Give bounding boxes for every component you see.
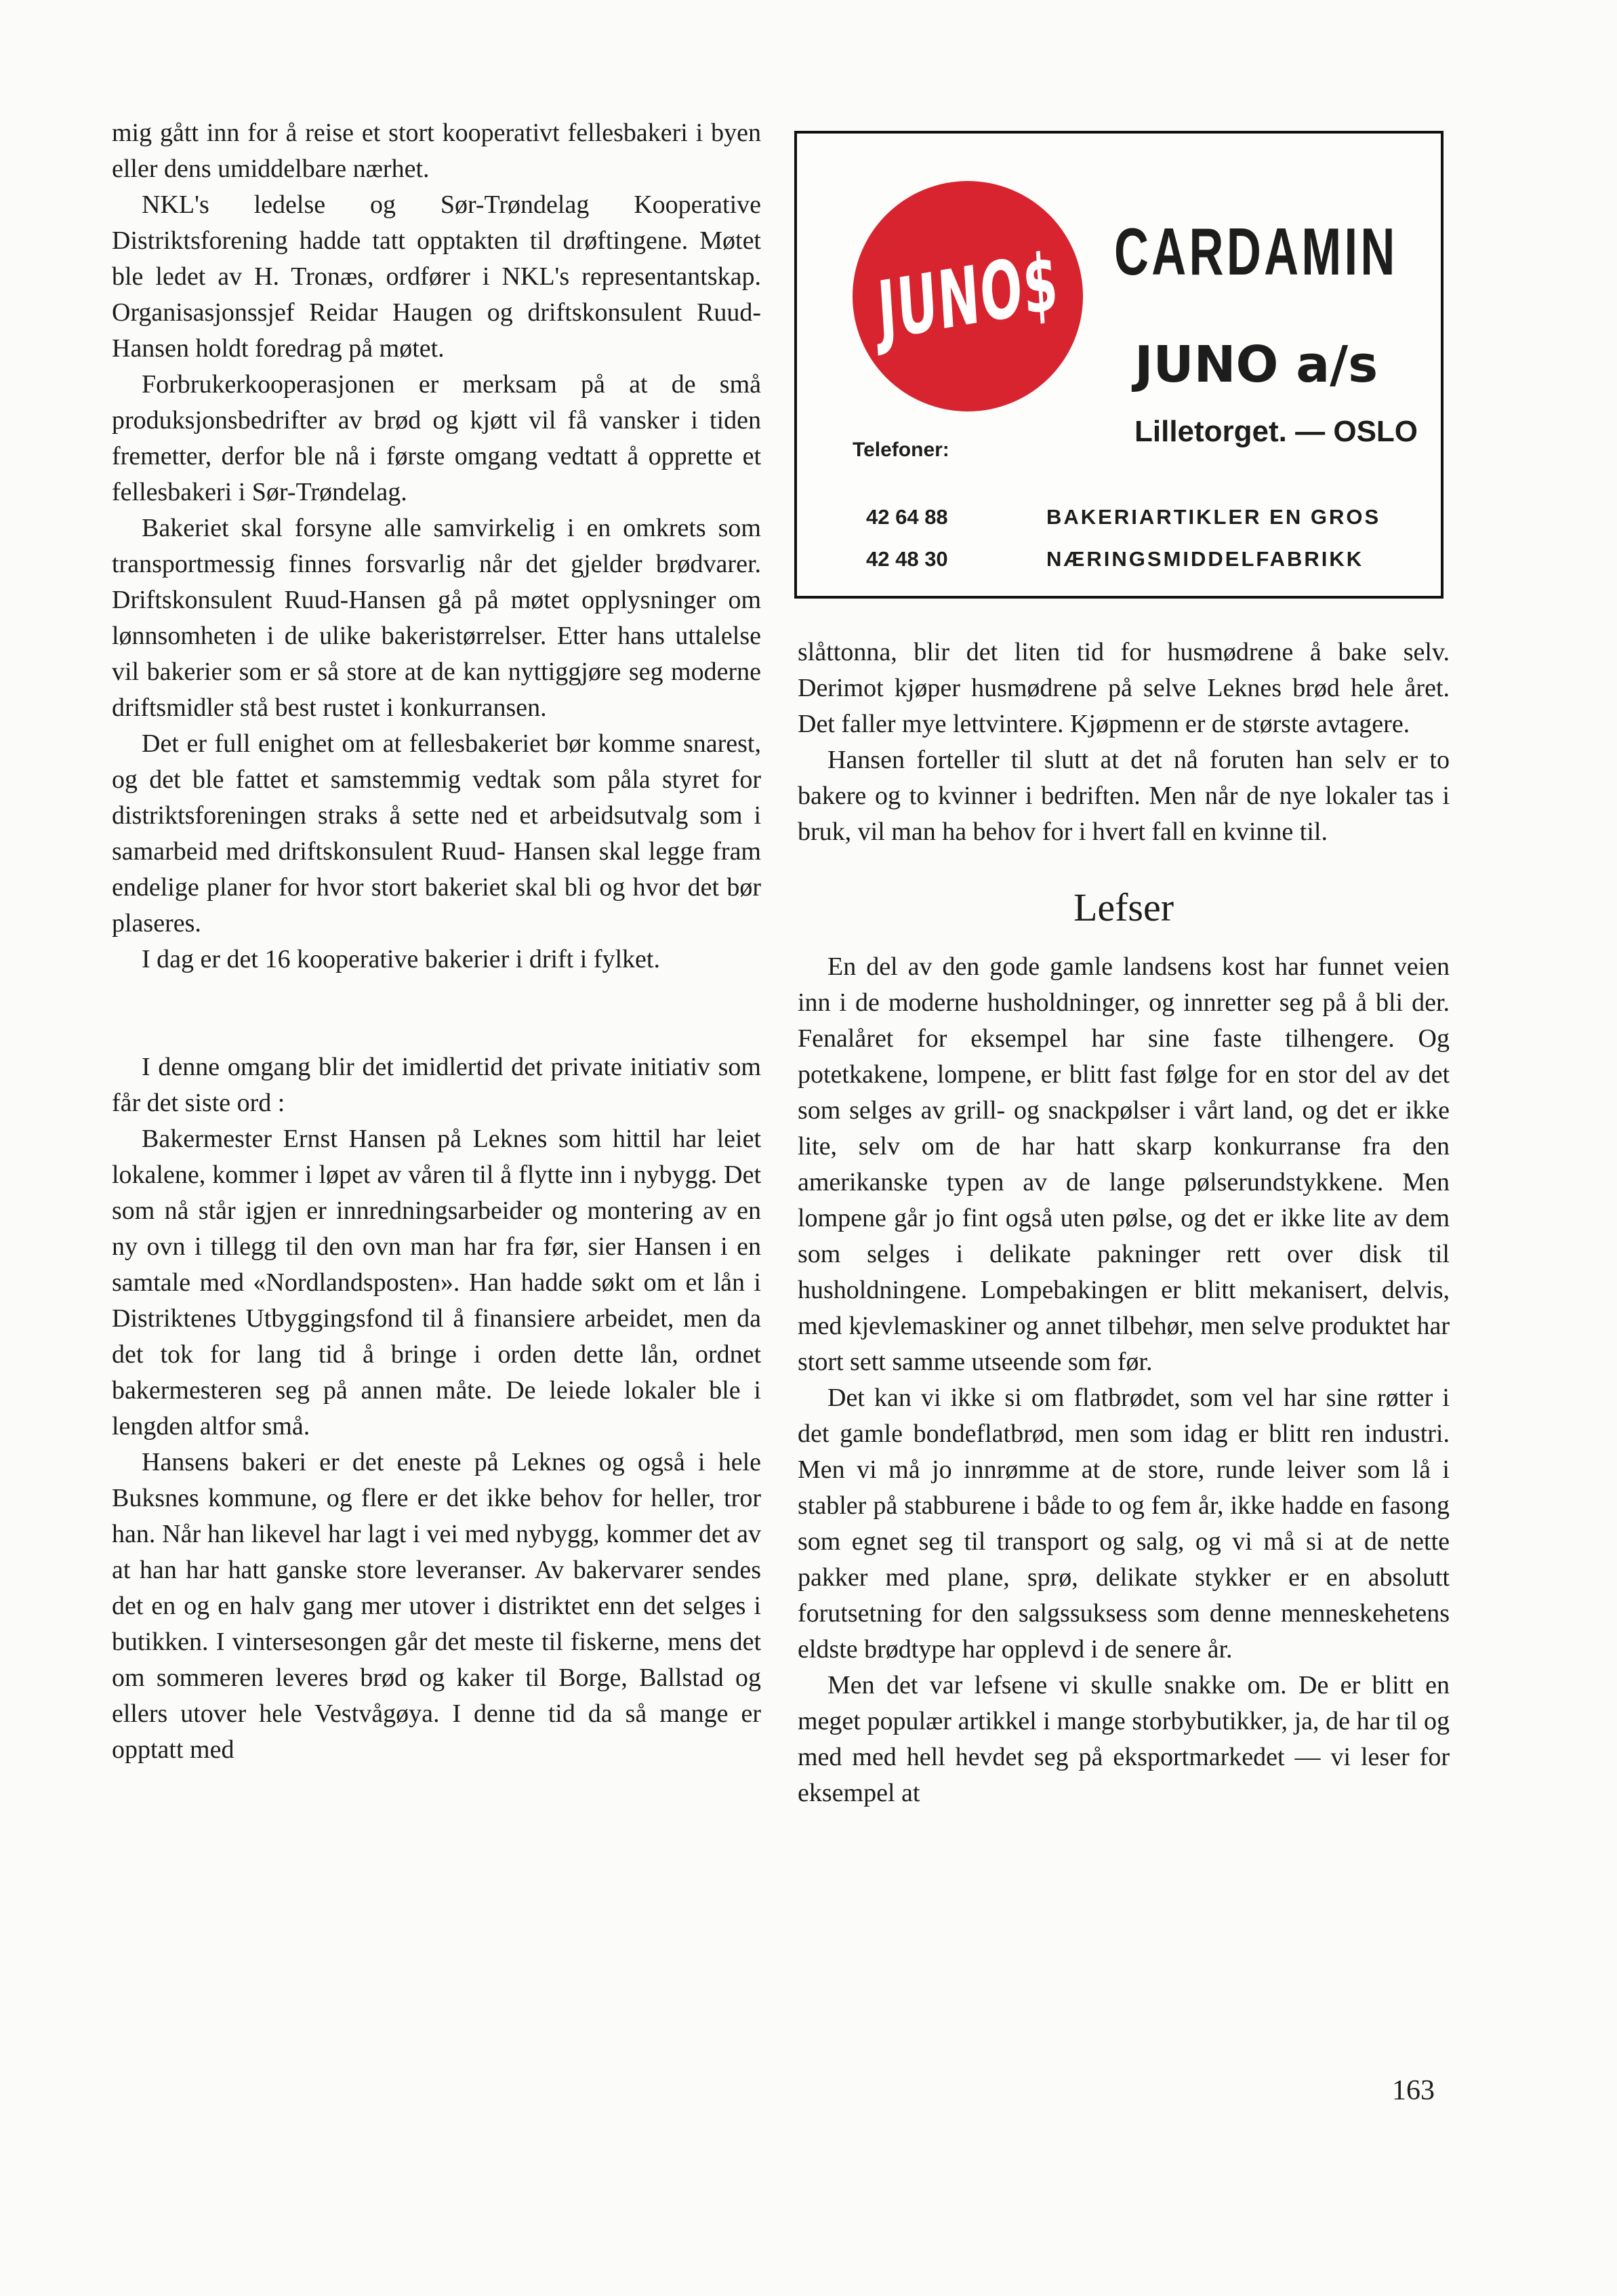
- paragraph: En del av den gode gamle landsens kost har funnet veien inn i de moderne husholdninger, og innretter seg på å bli der. Fenalåret for eksempel har sine faste tilhengere. Og potetkakene, lompene, er blitt fast følge for en stor del av det som selges av grill- og snackpølser i vårt land, og det er ikke lite, selv om de har hatt skarp konkurranse fra den amerikanske typen av de lange pølserundstykkene. Men lompene går jo fint også uten pølse, og det er ikke lite av dem som selges i delikate pakninger rett over disk til husholdningene. Lompebakingen er blitt mekanisert, delvis, med kjevlemaskiner og annet tilbehør, men selve produktet har stort sett samme utseende som før.: [798, 952, 1450, 1376]
- ad-phone: 42 48 30: [866, 547, 948, 571]
- section-heading: Lefser: [1073, 885, 1174, 929]
- paragraph: Det er full enighet om at fellesbakeriet bør komme snarest, og det ble fattet et samstemmig vedtak som påla styret for distriktsforeningen straks å sette ned et arbeidsutvalg som i samarbeid med driftskonsulent Ruud- Hansen skal legge fram endelige planer for hvor stort bakeriet skal bli og hvor det bør plaseres.: [112, 729, 761, 938]
- paragraph: Det kan vi ikke si om flatbrødet, som vel har sine røtter i det gamle bondeflatbrød, men som idag er blitt ren industri. Men vi må jo innrømme at de store, runde leiver som lå i stabler på stabburene i både to og fem år, ikke hadde en fasong som egnet seg til transport og salg, og vi må si at de nette pakker med plane, sprø, delikate stykker er en absolutt forutsetning for den salgssuksess som denne menneskehetens eldste brødtype har opplevd i de senere år.: [798, 1384, 1450, 1664]
- ad-business-line: BAKERIARTIKLER EN GROS: [1046, 505, 1381, 529]
- paragraph: Forbrukerkooperasjonen er merksam på at de små produksjonsbedrifter av brød og kjøtt vil få vansker i tiden fremetter, derfor ble nå i første omgang vedtatt å opprette et fellesbakeri i Sør-Trøndelag.: [112, 370, 761, 506]
- juno-logo: JUNO$: [853, 181, 1083, 411]
- paragraph: I dag er det 16 kooperative bakerier i drift i fylket.: [142, 945, 660, 973]
- paragraph: Hansen forteller til slutt at det nå foruten han selv er to bakere og to kvinner i bedriften. Men når de nye lokaler tas i bruk, vil man ha behov for i hvert fall en kvinne til.: [798, 746, 1450, 846]
- paragraph: mig gått inn for å reise et stort kooperativt fellesbakeri i byen eller dens umiddelbare nærhet.: [112, 119, 761, 183]
- page-number: 163: [1392, 2075, 1435, 2106]
- ad-business-line: NÆRINGSMIDDELFABRIKK: [1046, 547, 1364, 571]
- left-column: [112, 115, 761, 1768]
- paragraph: I denne omgang blir det imidlertid det private initiativ som får det siste ord :: [112, 1053, 761, 1117]
- ad-phone-label: Telefoner:: [853, 439, 949, 461]
- ad-company: JUNO a/s: [1134, 336, 1378, 394]
- paragraph: NKL's ledelse og Sør-Trøndelag Kooperative Distriktsforening hadde tatt opptakten til drøftingene. Møtet ble ledet av H. Tronæs, ordfører i NKL's representantskap. Organisasjonssjef Reidar Haugen og driftskonsulent Ruud-Hansen holdt foredrag på møtet.: [112, 190, 761, 363]
- ad-phone: 42 64 88: [866, 505, 948, 529]
- section-gap: [112, 978, 761, 1049]
- right-column: [798, 635, 1450, 1811]
- paragraph: Bakermester Ernst Hansen på Leknes som hittil har leiet lokalene, kommer i løpet av våren til å flytte inn i nybygg. Det som nå står igjen er innredningsarbeider og montering av en ny ovn i tillegg til den ovn man har fra før, sier Hansen i en samtale med «Nordlandsposten». Han hadde søkt om et lån i Distriktenes Utbyggingsfond til å finansiere arbeidet, men da det tok for lang tid å bringe i orden dette lån, ordnet bakermesteren seg på annen måte. De leiede lokaler ble i lengden altfor små.: [112, 1125, 761, 1441]
- ad-brand: CARDAMIN: [1114, 214, 1398, 289]
- paragraph: Bakeriet skal forsyne alle samvirkelig i en omkrets som transportmessig finnes forsvarlig når det gjelder brødvarer. Driftskonsulent Ruud-Hansen gå på møtet opplysninger om lønnsomheten i de ulike bakeristørrelser. Etter hans uttalelse vil bakerier som er så store at de kan nyttiggjøre seg moderne driftsmidler stå best rustet i konkurransen.: [112, 514, 761, 722]
- paragraph: slåttonna, blir det liten tid for husmødrene å bake selv. Derimot kjøper husmødrene på selve Leknes brød hele året. Det faller mye lettvintere. Kjøpmenn er de største avtagere.: [798, 638, 1450, 738]
- ad-address: Lilletorget. — OSLO: [1134, 415, 1418, 448]
- advertisement: [794, 131, 1444, 599]
- paragraph: Men det var lefsene vi skulle snakke om. De er blitt en meget populær artikkel i mange storbybutikker, ja, de har til og med med hell hevdet seg på eksportmarkedet — vi leser for eksempel at: [798, 1671, 1450, 1807]
- paragraph: Hansens bakeri er det eneste på Leknes og også i hele Buksnes kommune, og flere er det ikke behov for heller, tror han. Når han likevel har lagt i vei med nybygg, kommer det av at han har hatt ganske store leveranser. Av bakervarer sendes det en og en halv gang mer utover i distriktet enn det selges i butikken. I vintersesongen går det meste til fiskerne, mens det om sommeren leveres brød og kaker til Borge, Ballstad og ellers utover hele Vestvågøya. I denne tid da så mange er opptatt med: [112, 1448, 761, 1764]
